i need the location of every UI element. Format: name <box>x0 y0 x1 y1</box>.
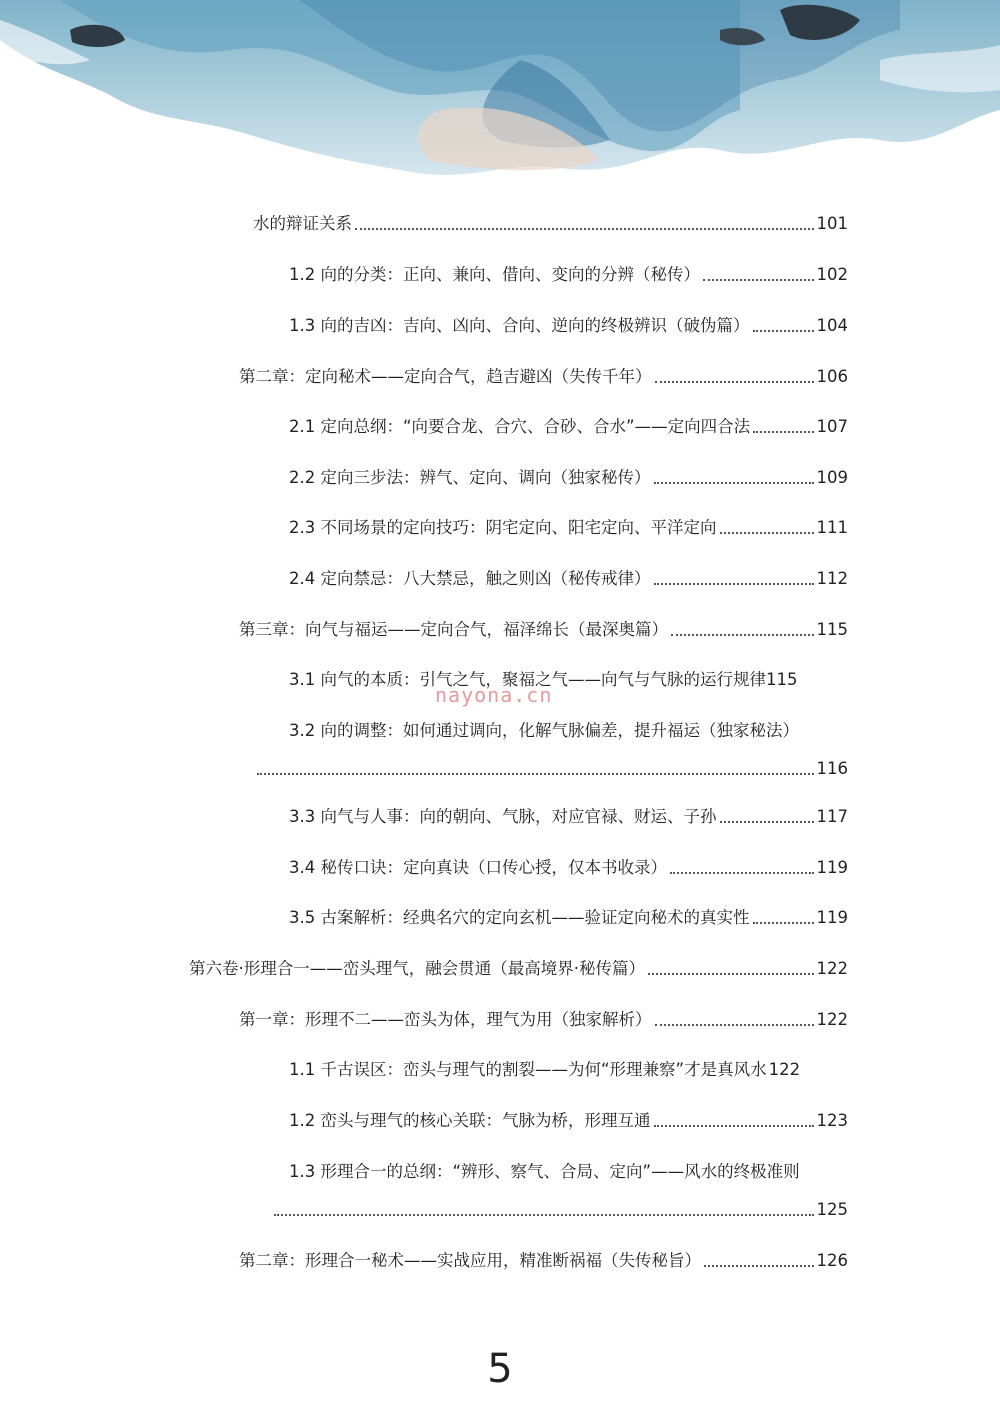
toc-entry[interactable] <box>289 669 848 691</box>
toc-entry-page: 117 <box>816 807 848 826</box>
toc-entry-title: 3.4 秘传口诀：定向真诀（口传心授，仅本书收录） <box>289 858 667 877</box>
watermark-text: nayona.cn <box>435 683 553 707</box>
toc-entry-title: 1.3 形理合一的总纲：“辨形、察气、合局、定向”——风水的终极准则 <box>289 1162 800 1181</box>
toc-entry-title: 3.5 古案解析：经典名穴的定向玄机——验证定向秘术的真实性 <box>289 908 750 927</box>
toc-entry-continuation[interactable] <box>257 758 848 780</box>
toc-entry[interactable] <box>289 857 848 879</box>
toc-leader-dots <box>355 228 814 230</box>
toc-entry-page: 115 <box>766 670 798 689</box>
toc-entry[interactable] <box>189 958 848 980</box>
toc-entry-page: 107 <box>816 417 848 436</box>
toc-entry[interactable] <box>239 366 848 388</box>
toc-entry-title: 2.3 不同场景的定向技巧：阴宅定向、阳宅定向、平洋定向 <box>289 518 717 537</box>
toc-leader-dots <box>720 821 814 823</box>
toc-leader-dots <box>671 634 814 636</box>
toc-leader-dots <box>648 973 814 975</box>
toc-entry-title: 水的辩证关系 <box>253 214 352 233</box>
toc-entry[interactable] <box>289 1110 848 1132</box>
toc-entry-title: 第一章：形理不二——峦头为体，理气为用（独家解析） <box>239 1010 652 1029</box>
toc-leader-dots <box>670 872 814 874</box>
toc-entry-page: 115 <box>816 620 848 639</box>
toc-entry[interactable] <box>289 806 848 828</box>
toc-entry-title: 2.1 定向总纲：“向要合龙、合穴、合砂、合水”——定向四合法 <box>289 417 751 436</box>
toc-entry-title: 第二章：形理合一秘术——实战应用，精准断祸福（失传秘旨） <box>239 1251 701 1270</box>
toc-entry[interactable] <box>289 568 848 590</box>
toc-entry-title: 1.2 向的分类：正向、兼向、借向、变向的分辨（秘传） <box>289 265 700 284</box>
toc-entry-wrapped[interactable] <box>289 720 799 742</box>
toc-entry-page: 101 <box>816 214 848 233</box>
toc-entry-page: 125 <box>816 1200 848 1219</box>
toc-leader-dots <box>654 482 814 484</box>
toc-entry-page: 111 <box>816 518 848 537</box>
toc-entry-wrapped[interactable] <box>289 1161 800 1183</box>
toc-entry[interactable] <box>289 517 848 539</box>
toc-entry-title: 第六卷·形理合一——峦头理气，融会贯通（最高境界·秘传篇） <box>189 959 645 978</box>
toc-entry-title: 2.2 定向三步法：辨气、定向、调向（独家秘传） <box>289 468 651 487</box>
toc-entry[interactable] <box>253 213 848 235</box>
toc-leader-dots <box>654 1125 814 1127</box>
toc-leader-dots <box>720 532 814 534</box>
toc-entry-page: 116 <box>816 759 848 778</box>
toc-entry-page: 109 <box>816 468 848 487</box>
toc-entry-page: 126 <box>816 1251 848 1270</box>
toc-entry[interactable] <box>289 315 848 337</box>
toc-entry-title: 第三章：向气与福运——定向合气，福泽绵长（最深奥篇） <box>239 620 668 639</box>
toc-entry-page: 106 <box>816 367 848 386</box>
toc-entry[interactable] <box>239 1250 848 1272</box>
toc-entry-title: 第二章：定向秘术——定向合气，趋吉避凶（失传千年） <box>239 367 652 386</box>
toc-entry-title: 3.1 向气的本质：引气之气，聚福之气——向气与气脉的运行规律 <box>289 670 766 689</box>
toc-entry[interactable] <box>289 907 848 929</box>
toc-entry-page: 123 <box>816 1111 848 1130</box>
toc-leader-dots <box>753 922 814 924</box>
toc-entry[interactable] <box>289 264 848 286</box>
toc-entry-title: 1.1 千古误区：峦头与理气的割裂——为何“形理兼察”才是真风水 <box>289 1060 767 1079</box>
toc-entry-title: 3.2 向的调整：如何通过调向，化解气脉偏差，提升福运（独家秘法） <box>289 721 799 740</box>
toc-leader-dots <box>274 1214 814 1216</box>
toc-entry[interactable] <box>289 1059 848 1081</box>
toc-entry-page: 122 <box>768 1060 801 1079</box>
toc-entry-title: 3.3 向气与人事：向的朝向、气脉，对应官禄、财运、子孙 <box>289 807 717 826</box>
toc-entry-page: 102 <box>816 265 848 284</box>
toc-entry-page: 119 <box>816 858 848 877</box>
toc-leader-dots <box>753 330 814 332</box>
toc-entry-continuation[interactable] <box>274 1199 848 1221</box>
toc-entry[interactable] <box>239 619 848 641</box>
toc-entry-page: 122 <box>816 1010 848 1029</box>
toc-entry[interactable] <box>289 416 848 438</box>
toc-leader-dots <box>654 583 814 585</box>
toc-entry-title: 1.3 向的吉凶：吉向、凶向、合向、逆向的终极辨识（破伪篇） <box>289 316 750 335</box>
toc-entry[interactable] <box>289 467 848 489</box>
toc-entry-title: 1.2 峦头与理气的核心关联：气脉为桥，形理互通 <box>289 1111 651 1130</box>
toc-leader-dots <box>655 1024 814 1026</box>
toc-entry-page: 112 <box>816 569 848 588</box>
toc-leader-dots <box>703 279 814 281</box>
toc-entry-title: 2.4 定向禁忌：八大禁忌，触之则凶（秘传戒律） <box>289 569 651 588</box>
toc-leader-dots <box>257 773 814 775</box>
toc-entry-page: 119 <box>816 908 848 927</box>
toc-entry-page: 122 <box>816 959 848 978</box>
toc-leader-dots <box>753 431 813 433</box>
page-number: 5 <box>487 1346 513 1392</box>
toc-leader-dots <box>655 381 814 383</box>
toc-leader-dots <box>704 1265 814 1267</box>
toc-entry-page: 104 <box>816 316 848 335</box>
toc-entry[interactable] <box>239 1009 848 1031</box>
